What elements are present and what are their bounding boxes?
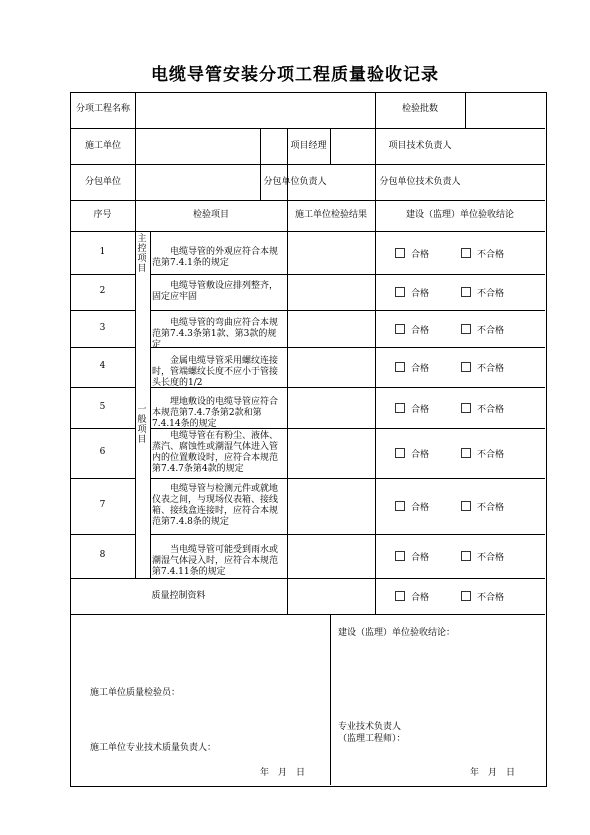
table-line [287, 200, 288, 614]
acceptance-options [395, 287, 535, 300]
row-number: 6 [99, 447, 106, 457]
table-line [135, 92, 136, 578]
inspection-item-text: 金属电缆导管采用螺纹连接时，管端螺纹长度不应小于管接头长度的1/2 [152, 356, 279, 388]
acceptance-options [395, 362, 535, 375]
acceptance-options [395, 448, 535, 461]
table-line [70, 274, 135, 275]
table-line [70, 614, 545, 615]
table-line [70, 534, 135, 535]
pass-label: 合格 [411, 553, 430, 563]
pass-checkbox[interactable] [395, 324, 405, 334]
pass-label: 合格 [411, 593, 430, 603]
supervising-engineer-label: （监理工程师）： [338, 734, 406, 744]
table-line [287, 128, 288, 200]
acceptance-options [395, 501, 535, 514]
fail-checkbox[interactable] [461, 362, 471, 372]
table-line [150, 310, 545, 311]
table-line [70, 428, 135, 429]
table-line [70, 164, 545, 165]
table-line [70, 128, 545, 129]
row-number: 2 [99, 286, 106, 296]
pass-label: 合格 [411, 325, 430, 336]
quality-inspector-label: 施工单位质量检验员： [90, 688, 181, 698]
table-line [375, 200, 376, 614]
subcontractor-tech-lead-label: 分包单位技术负责人 [379, 177, 461, 187]
fail-checkbox[interactable] [461, 403, 471, 413]
inspection-item-text: 电缆导管的外观应符合本规范第7.4.1条的规定 [152, 246, 279, 268]
table-line [70, 578, 545, 579]
table-line [70, 310, 135, 311]
table-line [150, 478, 545, 479]
table-line [150, 231, 151, 578]
date-right: 年 月 日 [470, 768, 516, 778]
fail-label: 不合格 [477, 289, 505, 299]
acceptance-options [395, 591, 535, 604]
inspection-item-text: 电缆导管的弯曲应符合本规范第7.4.3条第1款、第3款的规定 [152, 317, 279, 350]
row-number: 4 [99, 361, 106, 371]
pass-checkbox[interactable] [395, 551, 405, 561]
supervising-tech-lead-label: 专业技术负责人 [338, 722, 402, 732]
page-title: 电缆导管安装分项工程质量验收记录 [151, 65, 439, 85]
pass-checkbox[interactable] [395, 287, 405, 297]
row-number: 7 [99, 500, 106, 510]
quality-control-docs-label: 质量控制资料 [151, 591, 206, 601]
table-line [465, 92, 466, 128]
table-line [150, 274, 545, 275]
table-line [70, 478, 135, 479]
inspection-item-text: 电缆导管与检测元件或就地仪表之间，与现场仪表箱、接线箱、接线盒连接时，应符合本规范第7.4.8条的规定 [152, 484, 279, 527]
tech-lead-label: 项目技术负责人 [388, 141, 452, 151]
inspection-item-text: 电缆导管敷设应排列整齐，固定应牢固 [152, 281, 279, 302]
inspection-item-text: 电缆导管在有粉尘、液体、蒸汽、腐蚀性或潮湿气体进入管内的位置敷设时，应符合本规范第7.4.7条第4款的规定 [152, 431, 279, 474]
date-left: 年 月 日 [260, 768, 306, 778]
fail-checkbox[interactable] [461, 287, 471, 297]
batch-count-label: 检验批数 [401, 104, 438, 114]
column-header-item: 检验项目 [192, 210, 229, 220]
fail-label: 不合格 [477, 249, 505, 260]
acceptance-options [395, 551, 535, 564]
fail-label: 不合格 [477, 503, 505, 513]
fail-checkbox[interactable] [461, 448, 471, 458]
quality-lead-label: 施工单位专业技术质量负责人： [90, 743, 217, 753]
column-header-conclusion: 建设（监理）单位验收结论 [405, 210, 514, 220]
pass-label: 合格 [411, 503, 430, 513]
acceptance-options [395, 324, 535, 337]
pass-label: 合格 [411, 404, 430, 415]
pass-checkbox[interactable] [395, 362, 405, 372]
pass-label: 合格 [411, 249, 430, 260]
pass-checkbox[interactable] [395, 448, 405, 458]
table-line [260, 128, 261, 200]
fail-label: 不合格 [477, 404, 505, 415]
table-line [70, 200, 545, 201]
row-number: 1 [99, 246, 106, 257]
fail-label: 不合格 [477, 553, 505, 563]
fail-label: 不合格 [477, 364, 505, 374]
subcontractor-label: 分包单位 [84, 177, 121, 187]
fail-label: 不合格 [477, 450, 505, 460]
acceptance-options [395, 403, 535, 416]
subcontractor-lead-label: 分包单位负责人 [263, 177, 327, 187]
table-line [70, 347, 135, 348]
pass-checkbox[interactable] [395, 403, 405, 413]
table-line [330, 128, 331, 164]
inspection-item-text: 当电缆导管可能受到雨水或潮湿气体浸入时，应符合本规范第7.4.11条的规定 [152, 545, 279, 577]
fail-checkbox[interactable] [461, 501, 471, 511]
fail-checkbox[interactable] [461, 551, 471, 561]
fail-checkbox[interactable] [461, 591, 471, 601]
table-line [375, 92, 376, 164]
pass-checkbox[interactable] [395, 591, 405, 601]
pass-checkbox[interactable] [395, 501, 405, 511]
fail-checkbox[interactable] [461, 324, 471, 334]
construction-unit-label: 施工单位 [84, 141, 121, 151]
project-manager-label: 项目经理 [290, 141, 327, 151]
table-line [70, 387, 135, 388]
row-number: 3 [99, 322, 106, 333]
row-number: 5 [99, 401, 106, 412]
table-line [330, 614, 331, 785]
fail-label: 不合格 [477, 593, 505, 603]
table-line [70, 231, 545, 232]
inspection-item-text: 埋地敷设的电缆导管应符合本规范第7.4.7条第2款和第7.4.14条的规定 [152, 396, 279, 429]
group-main-control: 主控项目 [137, 234, 147, 274]
fail-checkbox[interactable] [461, 248, 471, 258]
pass-checkbox[interactable] [395, 248, 405, 258]
column-header-no: 序号 [93, 210, 112, 220]
column-header-result: 施工单位检验结果 [294, 210, 367, 220]
pass-label: 合格 [411, 289, 430, 299]
acceptance-options [395, 248, 535, 261]
fail-label: 不合格 [477, 325, 505, 336]
row-number: 8 [99, 550, 106, 560]
pass-label: 合格 [411, 364, 430, 374]
group-general: 一般项目 [137, 405, 147, 445]
supervision-conclusion-label: 建设（监理）单位验收结论： [338, 628, 456, 638]
pass-label: 合格 [411, 450, 430, 460]
table-line [150, 534, 545, 535]
project-name-label: 分项工程名称 [75, 104, 130, 114]
